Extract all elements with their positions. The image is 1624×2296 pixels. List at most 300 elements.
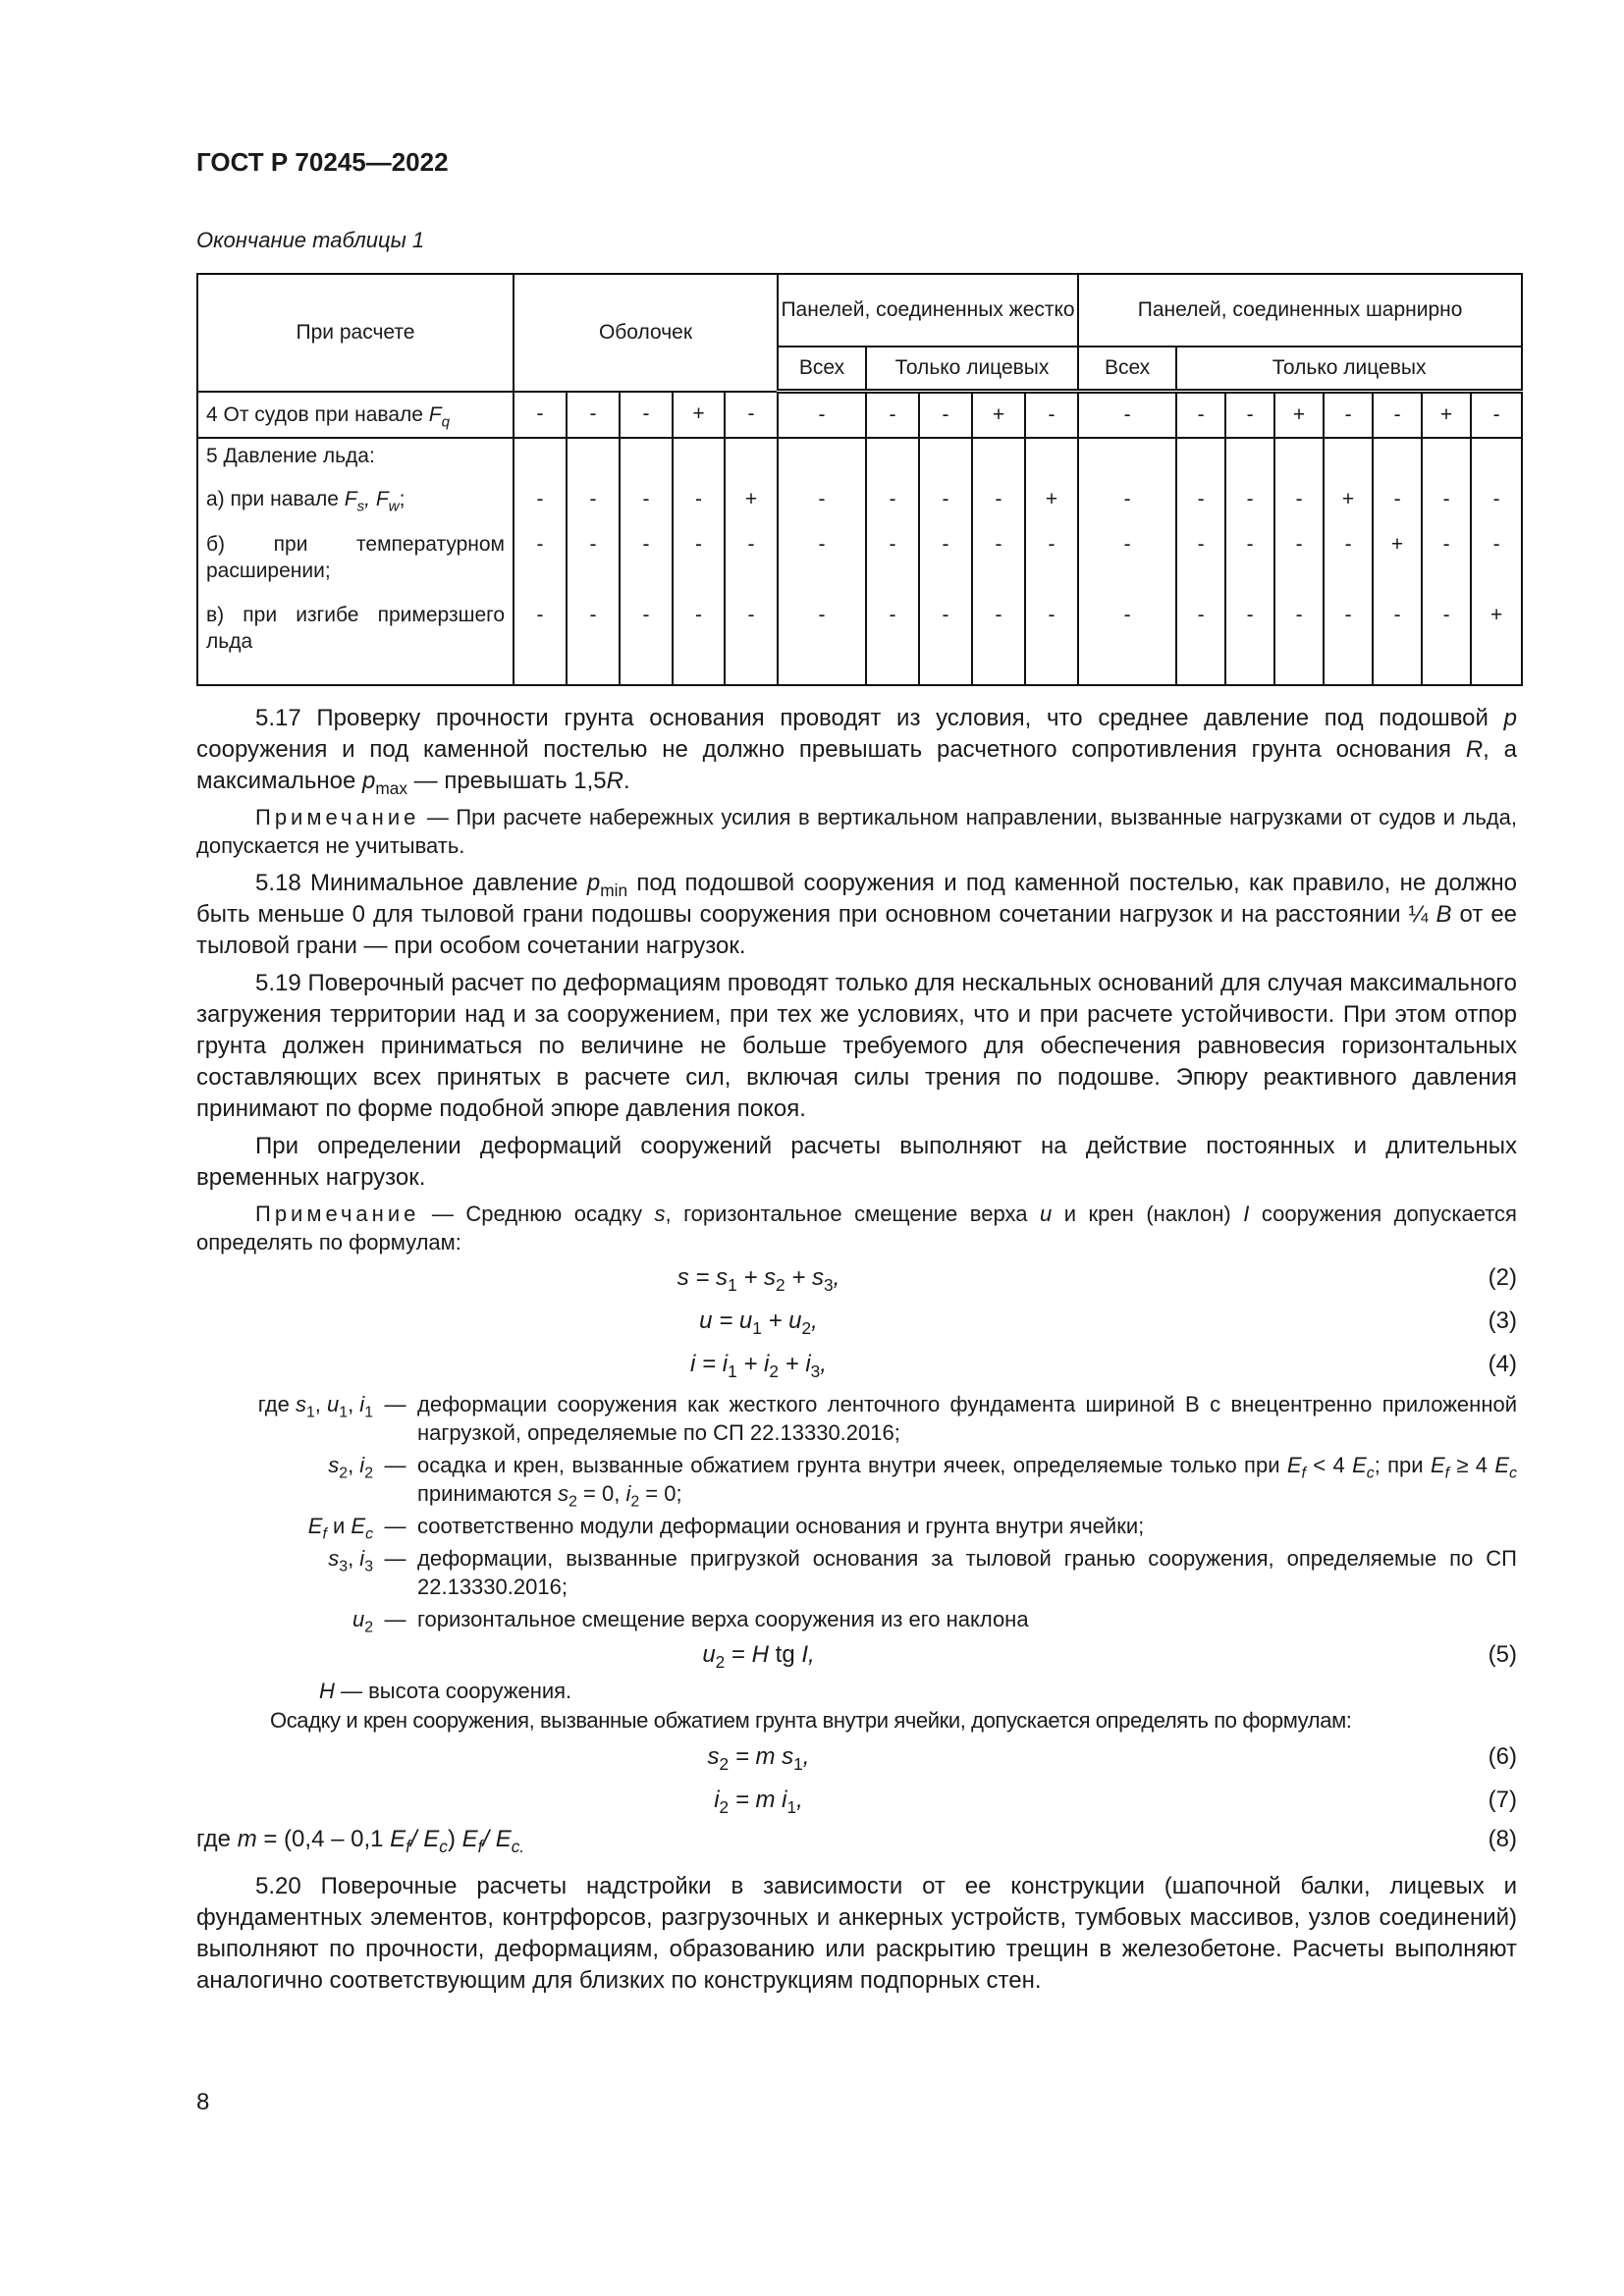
text-run: 1 bbox=[339, 1404, 349, 1421]
table-cell bbox=[1274, 438, 1324, 482]
text-run: 2 bbox=[568, 1493, 577, 1511]
table-cell: - bbox=[514, 392, 567, 439]
subheader-rigid-all: Всех bbox=[778, 347, 866, 392]
text-run: i bbox=[359, 1453, 365, 1477]
row-label bbox=[197, 598, 514, 685]
table-cell: - bbox=[1274, 598, 1324, 685]
text-run: + s bbox=[736, 1264, 777, 1291]
text-run: + i bbox=[736, 1351, 770, 1377]
text-run: f bbox=[1301, 1465, 1306, 1482]
table-cell: - bbox=[778, 392, 866, 439]
text-run: < 4 bbox=[1305, 1453, 1353, 1477]
text-run: 1 bbox=[728, 1275, 737, 1296]
text-run: q bbox=[441, 413, 451, 431]
text-run: 1 bbox=[728, 1362, 737, 1382]
definition-dash: — bbox=[384, 1453, 406, 1477]
definitions-list bbox=[196, 1390, 1517, 1636]
table-cell bbox=[673, 438, 725, 482]
formula-expression bbox=[196, 1300, 1517, 1343]
table-cell: - bbox=[725, 392, 778, 439]
text-run: — высота сооружения. bbox=[334, 1679, 572, 1703]
text-run: деформации сооружения как жесткого ленточного фундамента шириной В с внецентренно приложенной нагрузкой, определяемые по СП 22.13330.2016; bbox=[417, 1392, 1517, 1445]
text-run: s bbox=[356, 498, 365, 515]
text-run: s bbox=[558, 1481, 569, 1506]
table-cell bbox=[866, 438, 919, 482]
text-run: и bbox=[326, 1514, 352, 1538]
definition-term bbox=[196, 1390, 373, 1447]
text-run: E bbox=[351, 1514, 366, 1538]
text-run: s bbox=[295, 1392, 306, 1416]
text-run: принимаются bbox=[417, 1481, 559, 1506]
paragraph-settlement bbox=[196, 1706, 1517, 1735]
table-cell: - bbox=[778, 598, 866, 685]
text-run: Примечание bbox=[255, 1201, 420, 1226]
text-run: u bbox=[702, 1641, 716, 1668]
table-cell: - bbox=[1422, 527, 1471, 598]
text-run: + u bbox=[761, 1308, 802, 1334]
text-run: E bbox=[1430, 1453, 1445, 1477]
text-run: 1 bbox=[786, 1797, 797, 1818]
text-run: i bbox=[359, 1546, 365, 1571]
text-run: 2 bbox=[769, 1362, 779, 1382]
table-cell: - bbox=[725, 598, 778, 685]
text-run: E bbox=[390, 1826, 406, 1852]
table-cell: - bbox=[919, 392, 972, 439]
text-run: а) при навале bbox=[206, 488, 345, 510]
table-cell: - bbox=[1274, 527, 1324, 598]
text-run: f bbox=[477, 1837, 483, 1857]
text-run: 1 bbox=[305, 1404, 315, 1421]
formula-6 bbox=[196, 1735, 1517, 1779]
text-run: i bbox=[625, 1481, 631, 1506]
text-run: E bbox=[1352, 1453, 1367, 1477]
table-cell: + bbox=[1471, 598, 1522, 685]
table-cell: - bbox=[1274, 482, 1324, 527]
table-cell bbox=[919, 438, 972, 482]
table-cell: - bbox=[1225, 392, 1274, 439]
table-cell: - bbox=[567, 598, 620, 685]
text-run: i = i bbox=[690, 1351, 729, 1377]
row-label bbox=[197, 438, 514, 482]
table-cell bbox=[725, 438, 778, 482]
text-run: , bbox=[833, 1264, 840, 1291]
table-cell: - bbox=[919, 527, 972, 598]
text-run: H bbox=[751, 1641, 769, 1668]
formula-expression bbox=[196, 1779, 1517, 1822]
table-cell: - bbox=[1176, 598, 1225, 685]
table-cell: - bbox=[1373, 482, 1422, 527]
formula-expression bbox=[196, 1256, 1517, 1300]
text-run: 2 bbox=[715, 1652, 726, 1673]
row-label bbox=[197, 482, 514, 527]
formula-expression bbox=[196, 1822, 1517, 1857]
text-run: , а максимальное bbox=[196, 736, 1517, 794]
text-run: 3 bbox=[810, 1362, 821, 1382]
table-cell: - bbox=[673, 482, 725, 527]
table-cell: - bbox=[866, 598, 919, 685]
text-run: , bbox=[348, 1392, 360, 1416]
text-run: где bbox=[257, 1392, 296, 1416]
table-cell: - bbox=[1324, 392, 1373, 439]
table-cell: - bbox=[673, 527, 725, 598]
text-run: , bbox=[348, 1546, 360, 1571]
text-run: осадка и крен, вызванные обжатием грунта внутри ячеек, определяемые только при bbox=[417, 1453, 1287, 1477]
table-cell: - bbox=[1324, 527, 1373, 598]
table-cell: - bbox=[1025, 598, 1078, 685]
text-run: 1 bbox=[752, 1318, 762, 1339]
text-run: 2 bbox=[630, 1493, 640, 1511]
text-run: = bbox=[725, 1641, 752, 1668]
text-run: , bbox=[796, 1787, 803, 1813]
table-cell: - bbox=[1225, 598, 1274, 685]
text-run: B bbox=[1435, 901, 1452, 928]
table-cell: - bbox=[1422, 482, 1471, 527]
text-run: , горизонтальное смещение верха bbox=[665, 1201, 1040, 1226]
table-cell: + bbox=[1025, 482, 1078, 527]
formula-expression bbox=[196, 1735, 1517, 1779]
text-run: R bbox=[1465, 736, 1484, 763]
text-run: = 0; bbox=[639, 1481, 682, 1506]
text-run: — При расчете набережных усилия в вертикальном направлении, вызванные нагрузками от судов и льда, допускается не учитывать. bbox=[196, 805, 1517, 858]
text-run: соответственно модули деформации основания и грунта внутри ячейки; bbox=[417, 1514, 1145, 1538]
definition-dash: — bbox=[384, 1514, 406, 1538]
text-run: = m s bbox=[729, 1743, 794, 1770]
formula-number: (2) bbox=[1488, 1264, 1517, 1291]
text-run: , bbox=[314, 1392, 327, 1416]
formula-number: (4) bbox=[1488, 1351, 1517, 1377]
text-run: I, bbox=[801, 1641, 815, 1668]
text-run: f bbox=[406, 1837, 410, 1857]
table-cell: - bbox=[778, 482, 866, 527]
table-cell bbox=[972, 438, 1025, 482]
definition-dash: — bbox=[384, 1546, 406, 1571]
table-cell: - bbox=[919, 598, 972, 685]
header-rigid: Панелей, соединенных жестко bbox=[778, 274, 1078, 347]
table-cell: - bbox=[1373, 598, 1422, 685]
text-run: c bbox=[365, 1525, 373, 1543]
text-run: E bbox=[1286, 1453, 1302, 1477]
formula-2 bbox=[196, 1256, 1517, 1300]
load-table bbox=[196, 273, 1523, 686]
text-run: f bbox=[1444, 1465, 1450, 1482]
table-cell bbox=[778, 438, 866, 482]
text-run: = (0,4 – 0,1 bbox=[256, 1826, 391, 1852]
text-run: i bbox=[359, 1392, 365, 1416]
text-run: Осадку и крен сооружения, вызванные обжатием грунта внутри ячейки, допускается определять по формулам: bbox=[270, 1708, 1352, 1733]
definition-text bbox=[417, 1512, 1517, 1540]
table-row bbox=[197, 527, 1522, 598]
text-run: E bbox=[461, 1826, 478, 1852]
table-cell: - bbox=[1078, 392, 1176, 439]
formula-8 bbox=[196, 1822, 1517, 1857]
text-run: c bbox=[439, 1837, 448, 1857]
text-run: + i bbox=[778, 1351, 811, 1377]
text-run: tg bbox=[768, 1641, 802, 1668]
h-definition bbox=[196, 1677, 1517, 1706]
table-cell bbox=[1471, 438, 1522, 482]
definition-dash: — bbox=[384, 1607, 406, 1631]
definition-text bbox=[417, 1605, 1517, 1633]
text-run: F bbox=[375, 488, 389, 510]
definition-text bbox=[417, 1451, 1517, 1511]
text-run: и крен (наклон) bbox=[1052, 1201, 1244, 1226]
text-run: горизонтальное смещение верха сооружения из его наклона bbox=[417, 1607, 1029, 1631]
header-calc: При расчете bbox=[197, 274, 514, 392]
table-cell: - bbox=[620, 598, 673, 685]
formula-number: (7) bbox=[1488, 1787, 1517, 1813]
table-cell: + bbox=[1373, 527, 1422, 598]
table-cell: - bbox=[1078, 482, 1176, 527]
table-cell: - bbox=[1176, 392, 1225, 439]
text-run: = m i bbox=[729, 1787, 787, 1813]
table-cell: - bbox=[972, 482, 1025, 527]
definition-text bbox=[417, 1544, 1517, 1601]
formula-expression bbox=[196, 1633, 1517, 1677]
row-label bbox=[197, 527, 514, 598]
text-run: max bbox=[375, 778, 407, 799]
text-run: деформации, вызванные пригрузкой основания за тыловой гранью сооружения, определяемые по СП 22.13330.2016; bbox=[417, 1546, 1517, 1599]
table-cell: + bbox=[1422, 392, 1471, 439]
text-run: 5.18 Минимальное давление bbox=[255, 870, 587, 896]
table-cell: - bbox=[567, 392, 620, 439]
text-run: ; bbox=[399, 488, 406, 510]
formula-number: (8) bbox=[1488, 1826, 1517, 1852]
text-run: 3 bbox=[824, 1275, 834, 1296]
table-cell: - bbox=[620, 527, 673, 598]
table-cell bbox=[1324, 438, 1373, 482]
text-run: ≥ 4 bbox=[1449, 1453, 1495, 1477]
text-run: 5.17 Проверку прочности грунта основания проводят из условия, что среднее давление под подошвой bbox=[255, 705, 1504, 731]
text-run: F bbox=[344, 488, 357, 510]
table-cell: - bbox=[1324, 598, 1373, 685]
formula-3 bbox=[196, 1300, 1517, 1343]
text-run: p bbox=[1503, 705, 1517, 731]
formula-number: (5) bbox=[1488, 1641, 1517, 1668]
text-run: E bbox=[307, 1514, 323, 1538]
row-label bbox=[197, 392, 514, 439]
table-cell: + bbox=[972, 392, 1025, 439]
text-run: u bbox=[327, 1392, 340, 1416]
text-run: / E bbox=[409, 1826, 440, 1852]
header-hinged: Панелей, соединенных шарнирно bbox=[1078, 274, 1522, 347]
definition-term bbox=[196, 1512, 373, 1543]
table-cell: - bbox=[1422, 598, 1471, 685]
text-run: s = s bbox=[677, 1264, 729, 1291]
table-cell bbox=[1078, 438, 1176, 482]
table-cell bbox=[514, 438, 567, 482]
subheader-rigid-face: Только лицевых bbox=[866, 347, 1078, 392]
text-run: 5.19 Поверочный расчет по деформациям проводят только для нескальных оснований для случая максимального загружения территории над и за сооружением, при тех же условиях, что и при расчете устойчивости. При этом отпор грунта должен приниматься по величине не больше требуемого для обеспечения равновесия горизонтальных составляющих всех принятых в расчете сил, включая силы трения по подошве. Эпюру реактивного давления принимают по форме подобной эпюре давления покоя. bbox=[196, 970, 1517, 1122]
table-cell bbox=[1176, 438, 1225, 482]
formula-number: (6) bbox=[1488, 1743, 1517, 1770]
definition-text bbox=[417, 1390, 1517, 1447]
note-1 bbox=[196, 803, 1517, 860]
text-run: от ее тыловой грани — при особом сочетании нагрузок. bbox=[196, 901, 1518, 959]
table-cell: - bbox=[1176, 482, 1225, 527]
paragraph-5-17 bbox=[196, 703, 1517, 797]
text-run: c bbox=[1366, 1465, 1375, 1482]
text-run: s bbox=[707, 1743, 720, 1770]
table-cell: - bbox=[1471, 392, 1522, 439]
text-run: p bbox=[362, 768, 376, 794]
text-run: u bbox=[1039, 1201, 1053, 1226]
table-row bbox=[197, 598, 1522, 685]
text-run: p bbox=[586, 870, 601, 896]
text-run: сооружения допускается определять по формулам: bbox=[196, 1201, 1517, 1255]
text-run: I bbox=[1243, 1201, 1250, 1226]
table-cell: - bbox=[866, 482, 919, 527]
text-run: 2 bbox=[719, 1754, 730, 1775]
text-run: R bbox=[606, 768, 623, 794]
text-run: При определении деформаций сооружений расчеты выполняют на действие постоянных и длительных временных нагрузок. bbox=[196, 1133, 1517, 1191]
table-cell bbox=[1225, 438, 1274, 482]
table-cell bbox=[1373, 438, 1422, 482]
text-run: сооружения и под каменной постелью не должно превышать расчетного сопротивления грунта основания bbox=[196, 736, 1466, 763]
table-cell: - bbox=[725, 527, 778, 598]
text-run: + s bbox=[785, 1264, 824, 1291]
text-run: ) bbox=[447, 1826, 462, 1852]
table-cell: - bbox=[514, 598, 567, 685]
text-run: w bbox=[388, 498, 400, 515]
text-run: s bbox=[328, 1453, 340, 1477]
text-run: 1 bbox=[793, 1754, 803, 1775]
text-run: , bbox=[364, 488, 376, 510]
table-cell: + bbox=[1274, 392, 1324, 439]
table-caption: Окончание таблицы 1 bbox=[196, 228, 425, 252]
text-run: 5 Давление льда: bbox=[206, 445, 375, 467]
table-cell: - bbox=[1373, 392, 1422, 439]
text-run: , bbox=[820, 1351, 827, 1377]
text-run: s bbox=[654, 1201, 666, 1226]
table-cell: - bbox=[1471, 527, 1522, 598]
text-run: под подошвой сооружения и под каменной постелью, как правило, не должно быть меньше 0 для тыловой грани подошвы сооружения при основном сочетании нагрузок и на расстоянии ¼ bbox=[196, 870, 1517, 928]
table-cell: - bbox=[567, 482, 620, 527]
text-run: где bbox=[196, 1826, 238, 1852]
definition-term bbox=[196, 1451, 373, 1508]
table-cell: - bbox=[1471, 482, 1522, 527]
table-cell: - bbox=[514, 482, 567, 527]
text-run: min bbox=[600, 881, 628, 901]
table-row bbox=[197, 482, 1522, 527]
text-run: c. bbox=[511, 1837, 525, 1857]
text-run: 5.20 Поверочные расчеты надстройки в зависимости от ее конструкции (шапочной балки, лицевых и фундаментных элементов, контрфорсов, разгрузочных и анкерных устройств, тумбовых массивов, узлов соединений) выполняют по прочности, деформациям, образованию или раскрытию трещин в железобетоне. Расчеты выполняют аналогично соответствующим для близких по конструкциям подпорных стен. bbox=[196, 1873, 1517, 1994]
table-cell: - bbox=[673, 598, 725, 685]
table-cell: - bbox=[778, 527, 866, 598]
text-run: , bbox=[348, 1453, 360, 1477]
text-run: = 0, bbox=[576, 1481, 626, 1506]
formula-expression bbox=[196, 1343, 1517, 1386]
text-run: / E bbox=[482, 1826, 512, 1852]
formula-number: (3) bbox=[1488, 1308, 1517, 1334]
text-run: 4 От судов при навале bbox=[206, 402, 429, 426]
text-run: s bbox=[328, 1546, 340, 1571]
table-cell: - bbox=[1225, 527, 1274, 598]
text-run: u = u bbox=[699, 1308, 753, 1334]
table-cell: - bbox=[866, 527, 919, 598]
subheader-hinged-all: Всех bbox=[1078, 347, 1176, 392]
table-cell: - bbox=[1025, 527, 1078, 598]
paragraph-deformations bbox=[196, 1131, 1517, 1194]
paragraph-5-18 bbox=[196, 868, 1517, 962]
text-run: 2 bbox=[719, 1797, 730, 1818]
text-run: 2 bbox=[364, 1619, 373, 1636]
table-cell: - bbox=[514, 527, 567, 598]
text-run: m bbox=[237, 1826, 257, 1852]
table-cell bbox=[1025, 438, 1078, 482]
text-run: Примечание bbox=[255, 805, 420, 829]
table-cell: - bbox=[1176, 527, 1225, 598]
table-cell: - bbox=[919, 482, 972, 527]
table-cell: - bbox=[972, 598, 1025, 685]
header-shells: Оболочек bbox=[514, 274, 778, 392]
text-run: f bbox=[322, 1525, 327, 1543]
text-run: в) при изгибе примерзшего льда bbox=[206, 604, 505, 653]
table-cell: + bbox=[673, 392, 725, 439]
table-cell: - bbox=[1078, 527, 1176, 598]
text-run: ; при bbox=[1374, 1453, 1431, 1477]
table-cell: - bbox=[866, 392, 919, 439]
text-run: 2 bbox=[801, 1318, 812, 1339]
text-run: c bbox=[1509, 1465, 1517, 1482]
text-run: б) при температурном расширении; bbox=[206, 533, 505, 582]
table-cell: + bbox=[725, 482, 778, 527]
text-run: 3 bbox=[364, 1558, 373, 1575]
definition-dash: — bbox=[384, 1392, 406, 1416]
paragraph-5-19 bbox=[196, 968, 1517, 1125]
table-cell: - bbox=[620, 392, 673, 439]
table-cell: - bbox=[1078, 598, 1176, 685]
document-header: ГОСТ Р 70245—2022 bbox=[196, 147, 449, 177]
formula-5 bbox=[196, 1633, 1517, 1677]
table-cell: - bbox=[1225, 482, 1274, 527]
text-run: 2 bbox=[776, 1275, 785, 1296]
text-run: 2 bbox=[339, 1465, 349, 1482]
table-cell: - bbox=[620, 482, 673, 527]
definition-term bbox=[196, 1605, 373, 1636]
text-run: H bbox=[319, 1679, 335, 1703]
text-run: 2 bbox=[364, 1465, 373, 1482]
subheader-hinged-face: Только лицевых bbox=[1176, 347, 1522, 392]
table-cell bbox=[567, 438, 620, 482]
note-2 bbox=[196, 1200, 1517, 1256]
table-row bbox=[197, 392, 1522, 439]
paragraph-5-20 bbox=[196, 1871, 1517, 1997]
document-body bbox=[196, 703, 1517, 2002]
text-run: , bbox=[811, 1308, 818, 1334]
table-cell: + bbox=[1324, 482, 1373, 527]
text-run: 3 bbox=[339, 1558, 349, 1575]
formula-7 bbox=[196, 1779, 1517, 1822]
text-run: — Среднюю осадку bbox=[419, 1201, 655, 1226]
table-cell: - bbox=[1025, 392, 1078, 439]
table-cell bbox=[1422, 438, 1471, 482]
text-run: u bbox=[352, 1607, 365, 1631]
table-row bbox=[197, 438, 1522, 482]
table-cell: - bbox=[567, 527, 620, 598]
page-number: 8 bbox=[196, 2089, 210, 2115]
formula-4 bbox=[196, 1343, 1517, 1386]
text-run: . bbox=[623, 768, 630, 794]
text-run: F bbox=[428, 402, 442, 426]
text-run: 1 bbox=[364, 1404, 373, 1421]
table-cell: - bbox=[972, 527, 1025, 598]
text-run: i bbox=[714, 1787, 720, 1813]
definition-term bbox=[196, 1544, 373, 1601]
text-run: E bbox=[1494, 1453, 1510, 1477]
table-cell bbox=[620, 438, 673, 482]
text-run: , bbox=[802, 1743, 810, 1770]
text-run: — превышать 1,5 bbox=[406, 768, 607, 794]
